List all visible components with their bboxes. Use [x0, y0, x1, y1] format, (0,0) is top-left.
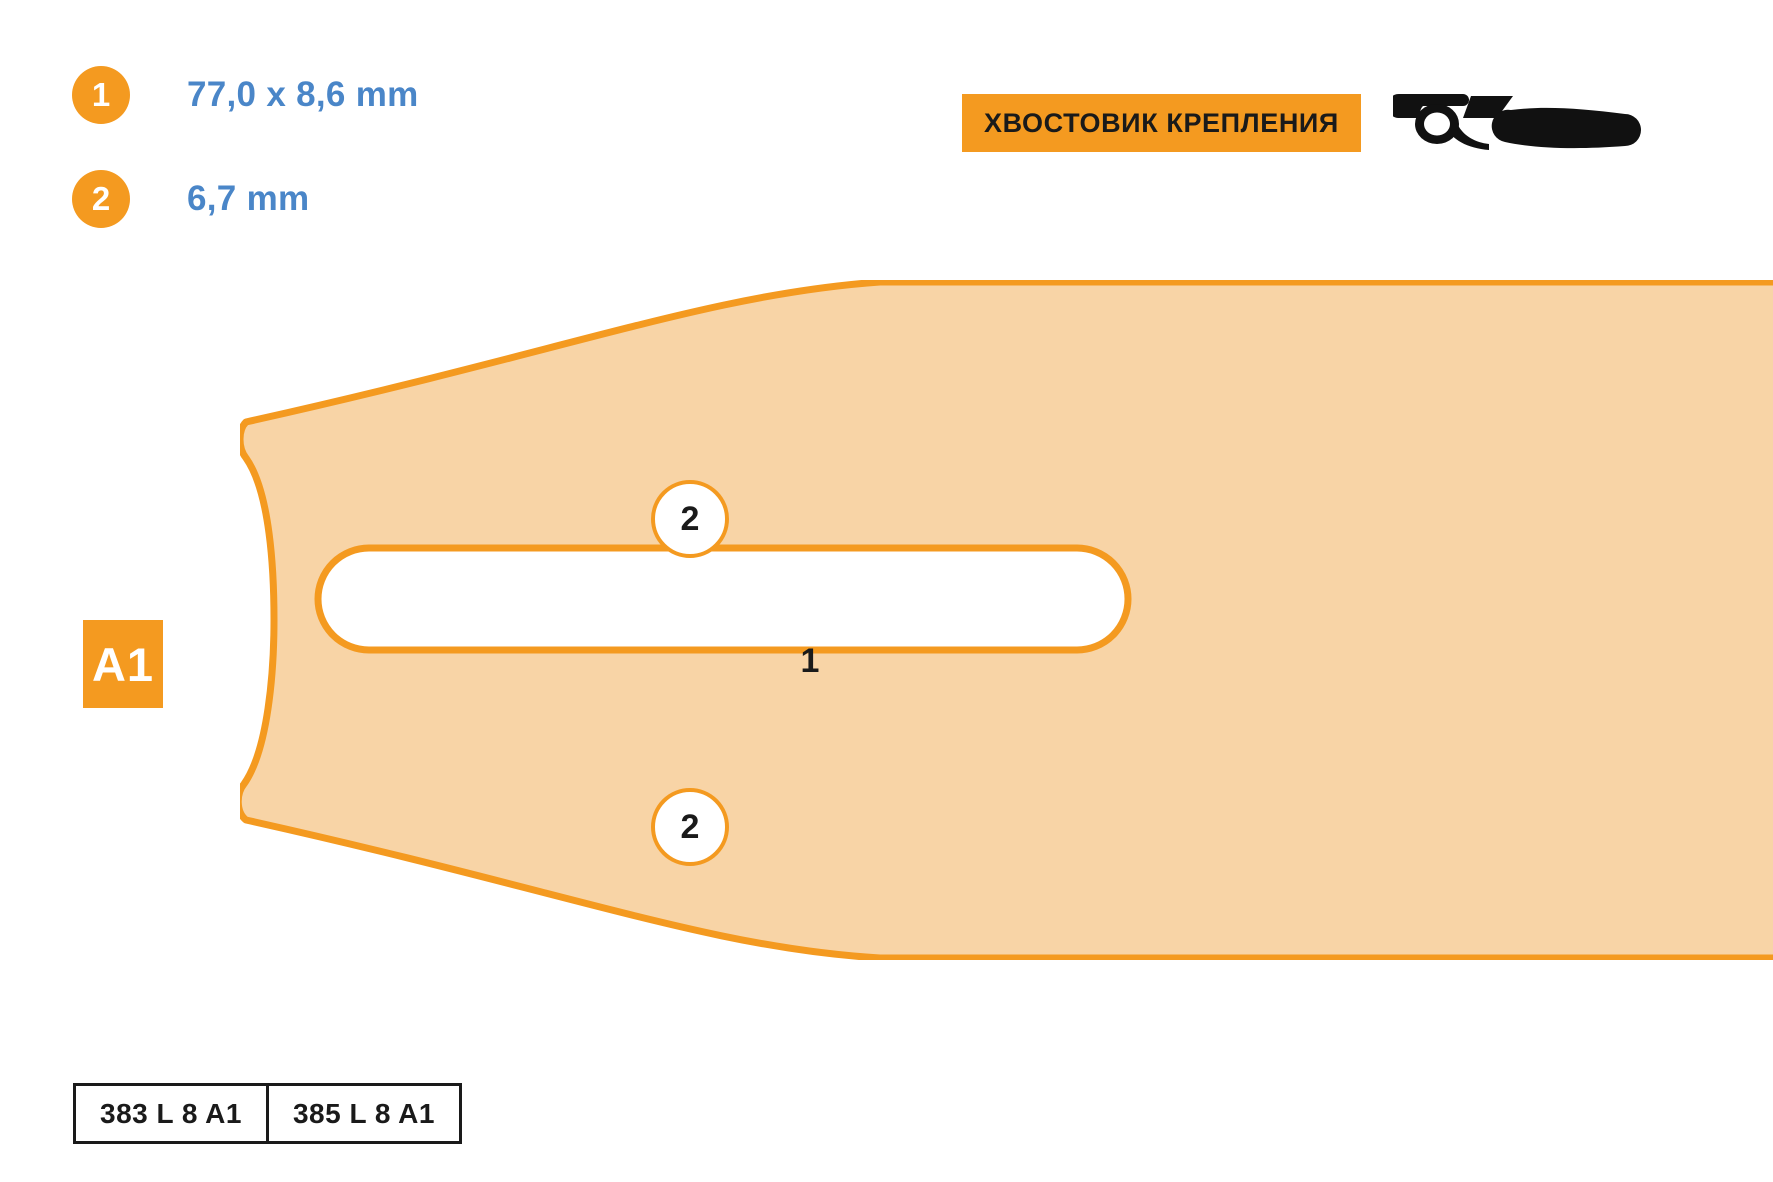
legend-label-2: 6,7 mm	[187, 179, 310, 218]
slot-callout-1: 1	[800, 642, 820, 680]
guide-bar-drawing	[240, 280, 1773, 960]
legend-badge-2: 2	[72, 170, 130, 228]
legend-item	[72, 62, 419, 128]
legend	[72, 62, 419, 270]
mount-header	[962, 88, 1643, 158]
part-number-cell: 383 L 8 A1	[100, 1098, 242, 1129]
series-tag-a1: A1	[83, 620, 163, 708]
hole-callout-top-2: 2	[651, 480, 729, 558]
part-number-table	[73, 1083, 462, 1144]
legend-badge-1: 1	[72, 66, 130, 124]
chainsaw-mount-icon	[1393, 88, 1643, 158]
hole-callout-bottom-2: 2	[651, 788, 729, 866]
part-number-cell: 385 L 8 A1	[266, 1086, 459, 1141]
legend-label-1: 77,0 x 8,6 mm	[187, 75, 419, 114]
mount-type-label: ХВОСТОВИК КРЕПЛЕНИЯ	[962, 94, 1361, 152]
legend-item	[72, 166, 419, 232]
